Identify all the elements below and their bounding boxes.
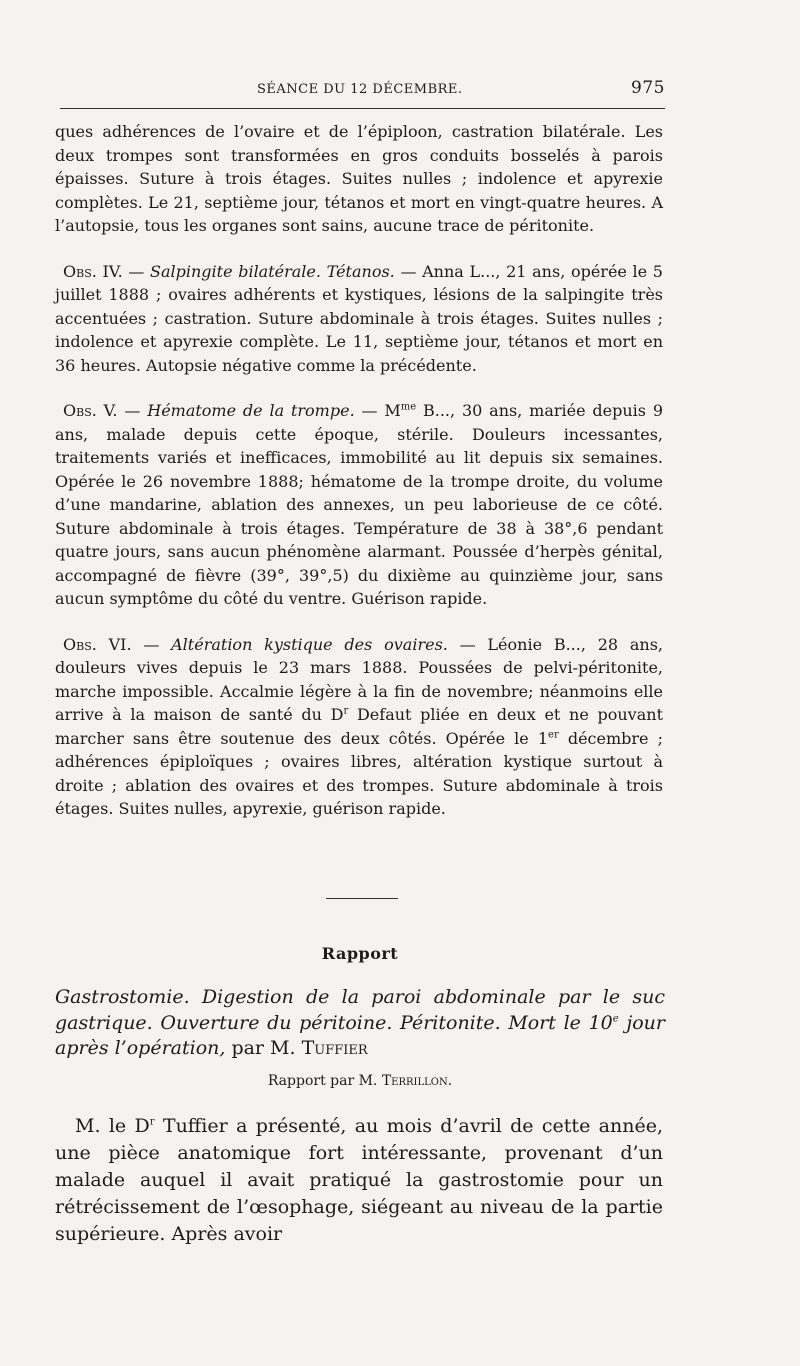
obs-5-sup: me: [400, 401, 417, 413]
body-text: [55, 120, 663, 843]
obs-6-dash: —: [143, 634, 160, 654]
obs-4-title: Salpingite bilatérale. Tétanos.: [150, 261, 395, 281]
observation-6: [55, 633, 663, 821]
obs-6-sup-2: er: [548, 729, 559, 741]
rapport-body: [55, 1113, 663, 1248]
rapport-title: [55, 985, 665, 1062]
rapport-heading: Rapport: [321, 944, 399, 963]
obs-6-title: Altération kystique des ovaires.: [171, 634, 448, 654]
rapport-by-name: Terrillon: [381, 1073, 448, 1089]
running-head: [55, 78, 665, 98]
obs-4-text: — Anna L..., 21 ans, opérée le 5 juillet 1888 ; ovaires adhérents et kystiques, lésions de la salpingite très accentuées ; castration. Suture abdominale à trois étages. Suites nulles ; indolence et apyrexie complète. Le 11, septième jour, tétanos et mort en 36 heures. Autopsie négative comme la précédente.: [55, 261, 663, 375]
rapport-by-end: .: [447, 1073, 453, 1089]
section-divider: [326, 898, 398, 899]
obs-5-title: Hématome de la trompe.: [147, 401, 355, 420]
observation-4: [55, 260, 663, 378]
obs-6-text-c: décembre ; adhérences épiploïques ; ovaires libres, altération kystique surtout à droite ; ablation des ovaires et des trompes. Suture abdominale à trois étages. Suites nulles, apyrexie, guérison rapide.: [55, 728, 664, 818]
obs-5-dash: —: [124, 401, 141, 420]
final-sup: r: [149, 1116, 155, 1128]
obs-6-label: Obs. VI.: [63, 634, 132, 654]
rapport-title-b: jour après l’opération,: [55, 1011, 665, 1059]
obs-4-dash: —: [128, 261, 145, 281]
final-text-a: M. le D: [75, 1115, 150, 1137]
rapport-title-c: par M.: [225, 1037, 302, 1059]
final-text-b: Tuffier a présenté, au mois d’avril de cette année, une pièce anatomique fort intéressante, provenant d’un malade auquel il avait pratiqué la gastrostomie pour un rétrécissement de l’œsophage, siégeant au niveau de la partie supérieure. Après avoir: [55, 1115, 663, 1245]
rapport-title-a: Gastrostomie. Digestion de la paroi abdominale par le suc gastrique. Ouverture du péritoine. Péritonite. Mort le 10: [55, 986, 665, 1034]
rapport-by-a: Rapport par M.: [267, 1073, 382, 1089]
obs-5-label: Obs. V.: [63, 401, 118, 420]
header-rule: [60, 108, 665, 109]
page-number: 975: [631, 78, 665, 98]
obs-5-text-a: — M: [361, 401, 401, 420]
rapport-title-sup: e: [612, 1013, 619, 1025]
paragraph-continuation: ques adhérences de l’ovaire et de l’épiploon, castration bilatérale. Les deux trompes sont transformées en gros conduits bosselés à parois épaisses. Suture à trois étages. Suites nulles ; indolence et apyrexie complètes. Le 21, septième jour, tétanos et mort en vingt-quatre heures. A l’autopsie, tous les organes sont sains, aucune trace de péritonite.: [55, 122, 663, 235]
observation-5: [55, 399, 663, 611]
rapport-byline: [0, 1073, 720, 1089]
obs-6-text-b: Defaut pliée en deux et ne pouvant marcher sans être soutenue des deux côtés. Opérée le 1: [55, 705, 663, 748]
running-head-title: SÉANCE DU 12 DÉCEMBRE.: [257, 82, 463, 97]
obs-6-sup-1: r: [343, 705, 349, 717]
obs-5-text-b: B..., 30 ans, mariée depuis 9 ans, malade depuis cette époque, stérile. Douleurs incessantes, traitements variés et inefficaces, immobilité au lit depuis six semaines. Opérée le 26 novembre 1888; hématome de la trompe droite, du volume d’une mandarine, ablation des annexes, un peu laborieuse de ce côté. Suture abdominale à trois étages. Température de 38 à 38°,6 pendant quatre jours, sans aucun phénomène alarmant. Poussée d’herpès génital, accompagné de fièvre (39°, 39°,5) du dixième au quinzième jour, sans aucun symptôme du côté du ventre. Guérison rapide.: [55, 401, 664, 608]
obs-6-text-a: — Léonie B..., 28 ans, douleurs vives depuis le 23 mars 1888. Poussées de pelvi-péritonite, marche impossible. Accalmie légère à la fin de novembre; néanmoins elle arrive à la maison de santé du D: [55, 634, 663, 724]
rapport-author: Tuffier: [301, 1037, 368, 1059]
obs-4-label: Obs. IV.: [63, 261, 123, 281]
